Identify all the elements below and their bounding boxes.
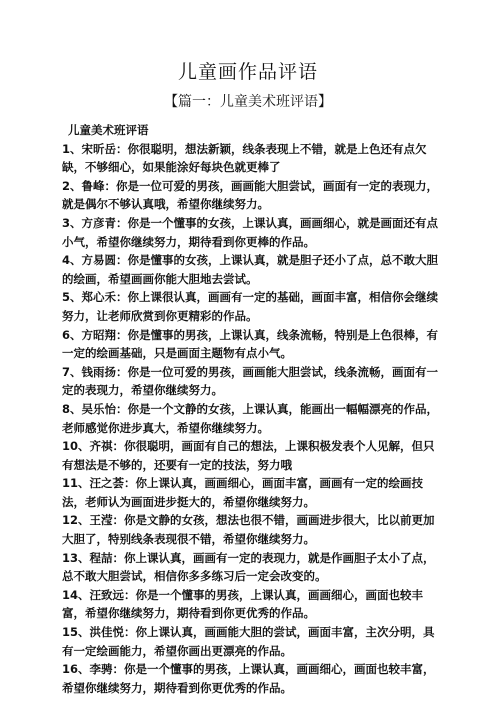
document-body xyxy=(62,121,438,697)
comment-entry: 14、汪致远：你是一个懂事的男孩，上课认真，画画细心，画面也较丰富，希望你继续努力，期待看到你更优秀的作品。 xyxy=(62,587,423,621)
comment-entry: 5、郑心禾：你上课很认真，画画有一定的基础，画面丰富，相信你会继续努力，让老师欣赏到你更精彩的作品。 xyxy=(62,290,438,323)
document-subtitle: 【篇一：儿童美术班评语】 xyxy=(164,94,332,110)
comment-entry: 10、齐祺：你很聪明，画面有自己的想法，上课积极发表个人见解，但只有想法是不够的，还要有一定的技法，努力哦 xyxy=(62,439,435,472)
comment-entry: 13、程喆：你上课认真，画画有一定的表现力，就是作画胆子太小了点，总不敢大胆尝试，相信你多多练习后一定会改变的。 xyxy=(62,550,435,584)
comment-entry: 8、吴乐怡：你是一个文静的女孩，上课认真，能画出一幅幅漂亮的作品，老师感觉你进步真大，希望你继续努力。 xyxy=(62,401,438,435)
comment-entry: 11、汪之荟：你上课认真，画画细心，画面丰富，画画有一定的绘画技法，老师认为画面进步挺大的，希望你继续努力。 xyxy=(62,476,423,509)
comment-entry: 15、洪佳悦：你上课认真，画画能大胆的尝试，画面丰富，主次分明，具有一定绘画能力，希望你画出更漂亮的作品。 xyxy=(62,625,435,658)
comment-entry: 3、方彦青：你是一个懂事的女孩，上课认真，画画细心，就是画面还有点小气，希望你继续努力，期待看到你更棒的作品。 xyxy=(62,215,438,249)
comment-entry: 16、李骋：你是一个懂事的男孩，上课认真，画画细心，画面也较丰富，希望你继续努力，期待看到你更优秀的作品。 xyxy=(62,662,435,695)
comment-entry: 7、钱雨扬：你是一位可爱的男孩，画画能大胆尝试，线条流畅，画面有一定的表现力，希望你继续努力。 xyxy=(62,364,438,398)
comment-entry: 4、方易圆：你是懂事的女孩，上课认真，就是胆子还小了点，总不敢大胆的绘画，希望画画你能大胆地去尝试。 xyxy=(62,253,438,286)
comment-entry: 12、王滢：你是文静的女孩，想法也很不错，画画进步很大，比以前更加大胆了，特别线条表现很不错，希望你继续努力。 xyxy=(62,513,435,547)
comment-entry: 6、方昭翔：你是懂事的男孩，上课认真，线条流畅，特别是上色很棒，有一定的绘画基础，只是画面主题物有点小气。 xyxy=(62,327,438,361)
comment-entry: 1、宋昕岳：你很聪明，想法新颖，线条表现上不错，就是上色还有点欠缺，不够细心，如果能涂好每块色就更棒了 xyxy=(62,141,427,175)
comment-entry: 2、鲁峰：你是一位可爱的男孩，画画能大胆尝试，画面有一定的表现力，就是偶尔不够认真哦，希望你继续努力。 xyxy=(62,178,438,212)
document-title: 儿童画作品评语 xyxy=(177,61,318,83)
section-heading: 儿童美术班评语 xyxy=(68,123,149,137)
